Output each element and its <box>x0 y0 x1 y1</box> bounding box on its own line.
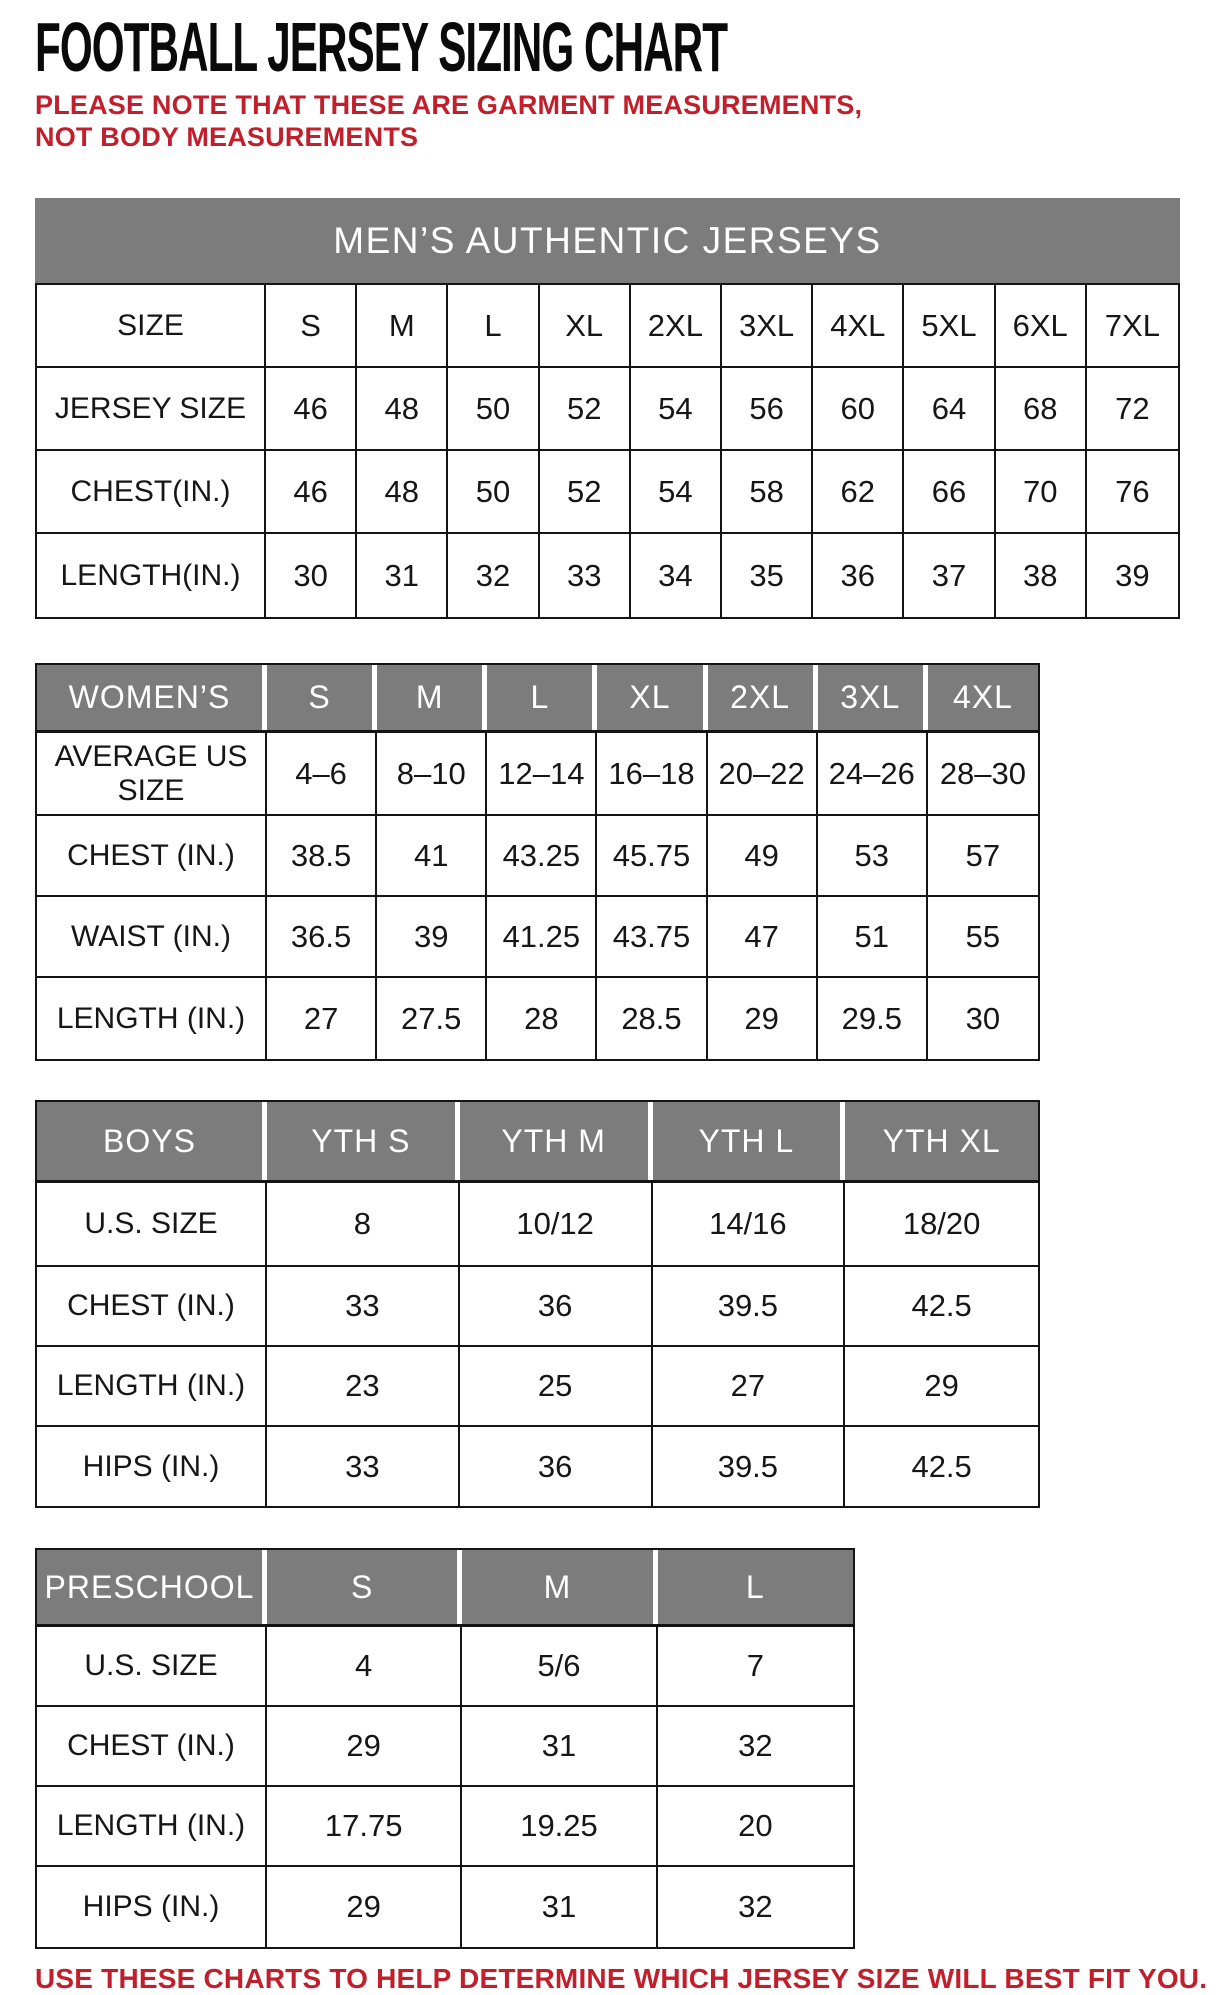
value-cell: 36.5 <box>267 897 377 978</box>
row-label: CHEST (IN.) <box>37 1267 267 1347</box>
value-cell: 47 <box>708 897 818 978</box>
value-cell: 31 <box>357 534 448 617</box>
value-cell: 42.5 <box>911 1448 972 1484</box>
value-cell: M <box>357 285 448 368</box>
value-cell: 29 <box>267 1707 462 1787</box>
preschool-title-cell: PRESCHOOL <box>37 1550 267 1624</box>
value-cell: 2XL <box>631 285 722 368</box>
value-cell: 36 <box>460 1267 653 1347</box>
value-cell: 53 <box>818 816 928 897</box>
column-header: YTH S <box>267 1102 460 1180</box>
preschool-header-row <box>35 1548 855 1627</box>
mens-body-grid <box>35 283 1180 619</box>
value-cell: 46 <box>266 368 357 451</box>
value-cell: 17.75 <box>267 1787 462 1867</box>
row-label: HIPS (IN.) <box>37 1867 267 1947</box>
value-cell: 16–18 <box>597 733 707 816</box>
sizing-chart-page <box>0 7 1220 1995</box>
value-cell: 7XL <box>1087 285 1178 368</box>
value-cell: 5XL <box>904 285 995 368</box>
value-cell: 72 <box>1087 368 1178 451</box>
row-label: CHEST (IN.) <box>37 816 267 897</box>
value-cell: 58 <box>722 451 813 534</box>
value-cell: 76 <box>1087 451 1178 534</box>
value-cell: 29 <box>845 1347 1038 1427</box>
row-label: LENGTH (IN.) <box>37 1347 267 1427</box>
value-cell: 4 <box>267 1627 462 1707</box>
value-cell: 36 <box>460 1427 653 1506</box>
value-cell: 57 <box>928 816 1038 897</box>
value-cell: 62 <box>813 451 904 534</box>
value-cell: 54 <box>631 368 722 451</box>
value-cell: 46 <box>266 451 357 534</box>
page-title: FOOTBALL JERSEY SIZING CHART <box>35 7 728 86</box>
value-cell: 64 <box>904 368 995 451</box>
value-cell: 35 <box>722 534 813 617</box>
row-label: LENGTH (IN.) <box>37 1787 267 1867</box>
preschool-table-grid <box>35 1548 855 1949</box>
value-cell: 4XL <box>813 285 904 368</box>
footer-text: USE THESE CHARTS TO HELP DETERMINE WHICH JERSEY SIZE WILL BEST FIT YOU. <box>35 1963 1208 1995</box>
boys-title-cell: BOYS <box>37 1102 267 1180</box>
value-cell: 28–30 <box>928 733 1038 816</box>
value-cell: 30 <box>965 1000 1001 1036</box>
value-cell: L <box>448 285 539 368</box>
value-cell: 12–14 <box>487 733 597 816</box>
value-cell: 52 <box>540 368 631 451</box>
value-cell: 20–22 <box>708 733 818 816</box>
boys-header-row <box>35 1100 1040 1183</box>
value-cell: 28.5 <box>597 978 707 1059</box>
column-header: S <box>267 1550 462 1624</box>
row-label: SIZE <box>37 285 266 368</box>
value-cell: 43.75 <box>597 897 707 978</box>
value-cell: 66 <box>904 451 995 534</box>
column-header: M <box>377 665 487 730</box>
value-cell: 32 <box>448 534 539 617</box>
value-cell: 41 <box>377 816 487 897</box>
value-cell: 23 <box>267 1347 460 1427</box>
value-cell: 39 <box>377 897 487 978</box>
value-cell: 33 <box>267 1267 460 1347</box>
column-header: 4XL <box>928 665 1038 730</box>
value-cell: 32 <box>658 1707 853 1787</box>
value-cell: 29.5 <box>818 978 928 1059</box>
row-label: WAIST (IN.) <box>37 897 267 978</box>
value-cell: 49 <box>708 816 818 897</box>
row-label: LENGTH(IN.) <box>37 534 266 617</box>
column-header: M <box>462 1550 657 1624</box>
value-cell: 70 <box>996 451 1087 534</box>
womens-sizing-table <box>35 663 1040 1061</box>
page-title-container <box>35 7 1220 86</box>
value-cell: 8 <box>267 1183 460 1267</box>
value-cell: 41.25 <box>487 897 597 978</box>
row-label: JERSEY SIZE <box>37 368 266 451</box>
value-cell: 45.75 <box>597 816 707 897</box>
value-cell: 68 <box>996 368 1087 451</box>
value-cell: 10/12 <box>460 1183 653 1267</box>
column-header: 3XL <box>818 665 928 730</box>
column-header: YTH M <box>460 1102 653 1180</box>
value-cell: 52 <box>540 451 631 534</box>
value-cell: 54 <box>631 451 722 534</box>
value-cell: 48 <box>357 368 448 451</box>
value-cell: 48 <box>357 451 448 534</box>
value-cell: 37 <box>904 534 995 617</box>
column-header: 2XL <box>708 665 818 730</box>
value-cell: 18/20 <box>845 1183 1038 1267</box>
row-label: U.S. SIZE <box>37 1627 267 1707</box>
value-cell: 30 <box>266 534 357 617</box>
row-label: LENGTH (IN.) <box>37 978 267 1059</box>
value-cell: 3XL <box>722 285 813 368</box>
value-cell: 43.25 <box>487 816 597 897</box>
column-header: S <box>267 665 377 730</box>
value-cell: 39 <box>1115 557 1150 593</box>
value-cell: S <box>266 285 357 368</box>
preschool-body-grid <box>35 1627 855 1949</box>
value-cell: 29 <box>708 978 818 1059</box>
value-cell: 25 <box>460 1347 653 1427</box>
value-cell: 27 <box>267 978 377 1059</box>
mens-table-title: MEN’S AUTHENTIC JERSEYS <box>35 198 1180 283</box>
value-cell: 24–26 <box>818 733 928 816</box>
column-header: YTH XL <box>845 1102 1038 1180</box>
value-cell: 27.5 <box>377 978 487 1059</box>
value-cell: 7 <box>658 1627 853 1707</box>
row-label: CHEST(IN.) <box>37 451 266 534</box>
row-label: U.S. SIZE <box>37 1183 267 1267</box>
column-header: XL <box>597 665 707 730</box>
value-cell: 38.5 <box>267 816 377 897</box>
value-cell: 33 <box>540 534 631 617</box>
preschool-sizing-table <box>35 1548 855 1949</box>
row-label: CHEST (IN.) <box>37 1707 267 1787</box>
value-cell: 14/16 <box>653 1183 846 1267</box>
value-cell: 27 <box>653 1347 846 1427</box>
value-cell: 19.25 <box>462 1787 657 1867</box>
womens-body-grid <box>35 733 1040 1061</box>
value-cell: 38 <box>996 534 1087 617</box>
value-cell: 36 <box>813 534 904 617</box>
value-cell: 31 <box>462 1867 657 1947</box>
value-cell: 20 <box>658 1787 853 1867</box>
column-header: YTH L <box>653 1102 846 1180</box>
value-cell: 42.5 <box>845 1267 1038 1347</box>
value-cell: 60 <box>813 368 904 451</box>
value-cell: 39.5 <box>653 1267 846 1347</box>
womens-title-cell: WOMEN’S <box>37 665 267 730</box>
garment-measurements-note: PLEASE NOTE THAT THESE ARE GARMENT MEASUREMENTS, NOT BODY MEASUREMENTS <box>35 90 863 152</box>
value-cell: 6XL <box>996 285 1087 368</box>
column-header: L <box>487 665 597 730</box>
womens-header-row <box>35 663 1040 733</box>
value-cell: 33 <box>267 1427 460 1506</box>
mens-sizing-table <box>35 198 1180 619</box>
row-label: AVERAGE US SIZE <box>37 733 267 816</box>
value-cell: 5/6 <box>462 1627 657 1707</box>
mens-table-grid <box>35 283 1180 619</box>
value-cell: 56 <box>722 368 813 451</box>
row-label: HIPS (IN.) <box>37 1427 267 1506</box>
value-cell: 31 <box>462 1707 657 1787</box>
womens-table-grid <box>35 663 1040 1061</box>
value-cell: XL <box>540 285 631 368</box>
value-cell: 28 <box>487 978 597 1059</box>
value-cell: 51 <box>818 897 928 978</box>
value-cell: 55 <box>928 897 1038 978</box>
boys-sizing-table <box>35 1100 1040 1508</box>
column-header: L <box>658 1550 853 1624</box>
boys-body-grid <box>35 1183 1040 1508</box>
value-cell: 4–6 <box>267 733 377 816</box>
value-cell: 50 <box>448 451 539 534</box>
value-cell: 32 <box>738 1889 773 1925</box>
value-cell: 8–10 <box>377 733 487 816</box>
value-cell: 34 <box>631 534 722 617</box>
value-cell: 39.5 <box>653 1427 846 1506</box>
boys-table-grid <box>35 1100 1040 1508</box>
value-cell: 50 <box>448 368 539 451</box>
value-cell: 29 <box>267 1867 462 1947</box>
